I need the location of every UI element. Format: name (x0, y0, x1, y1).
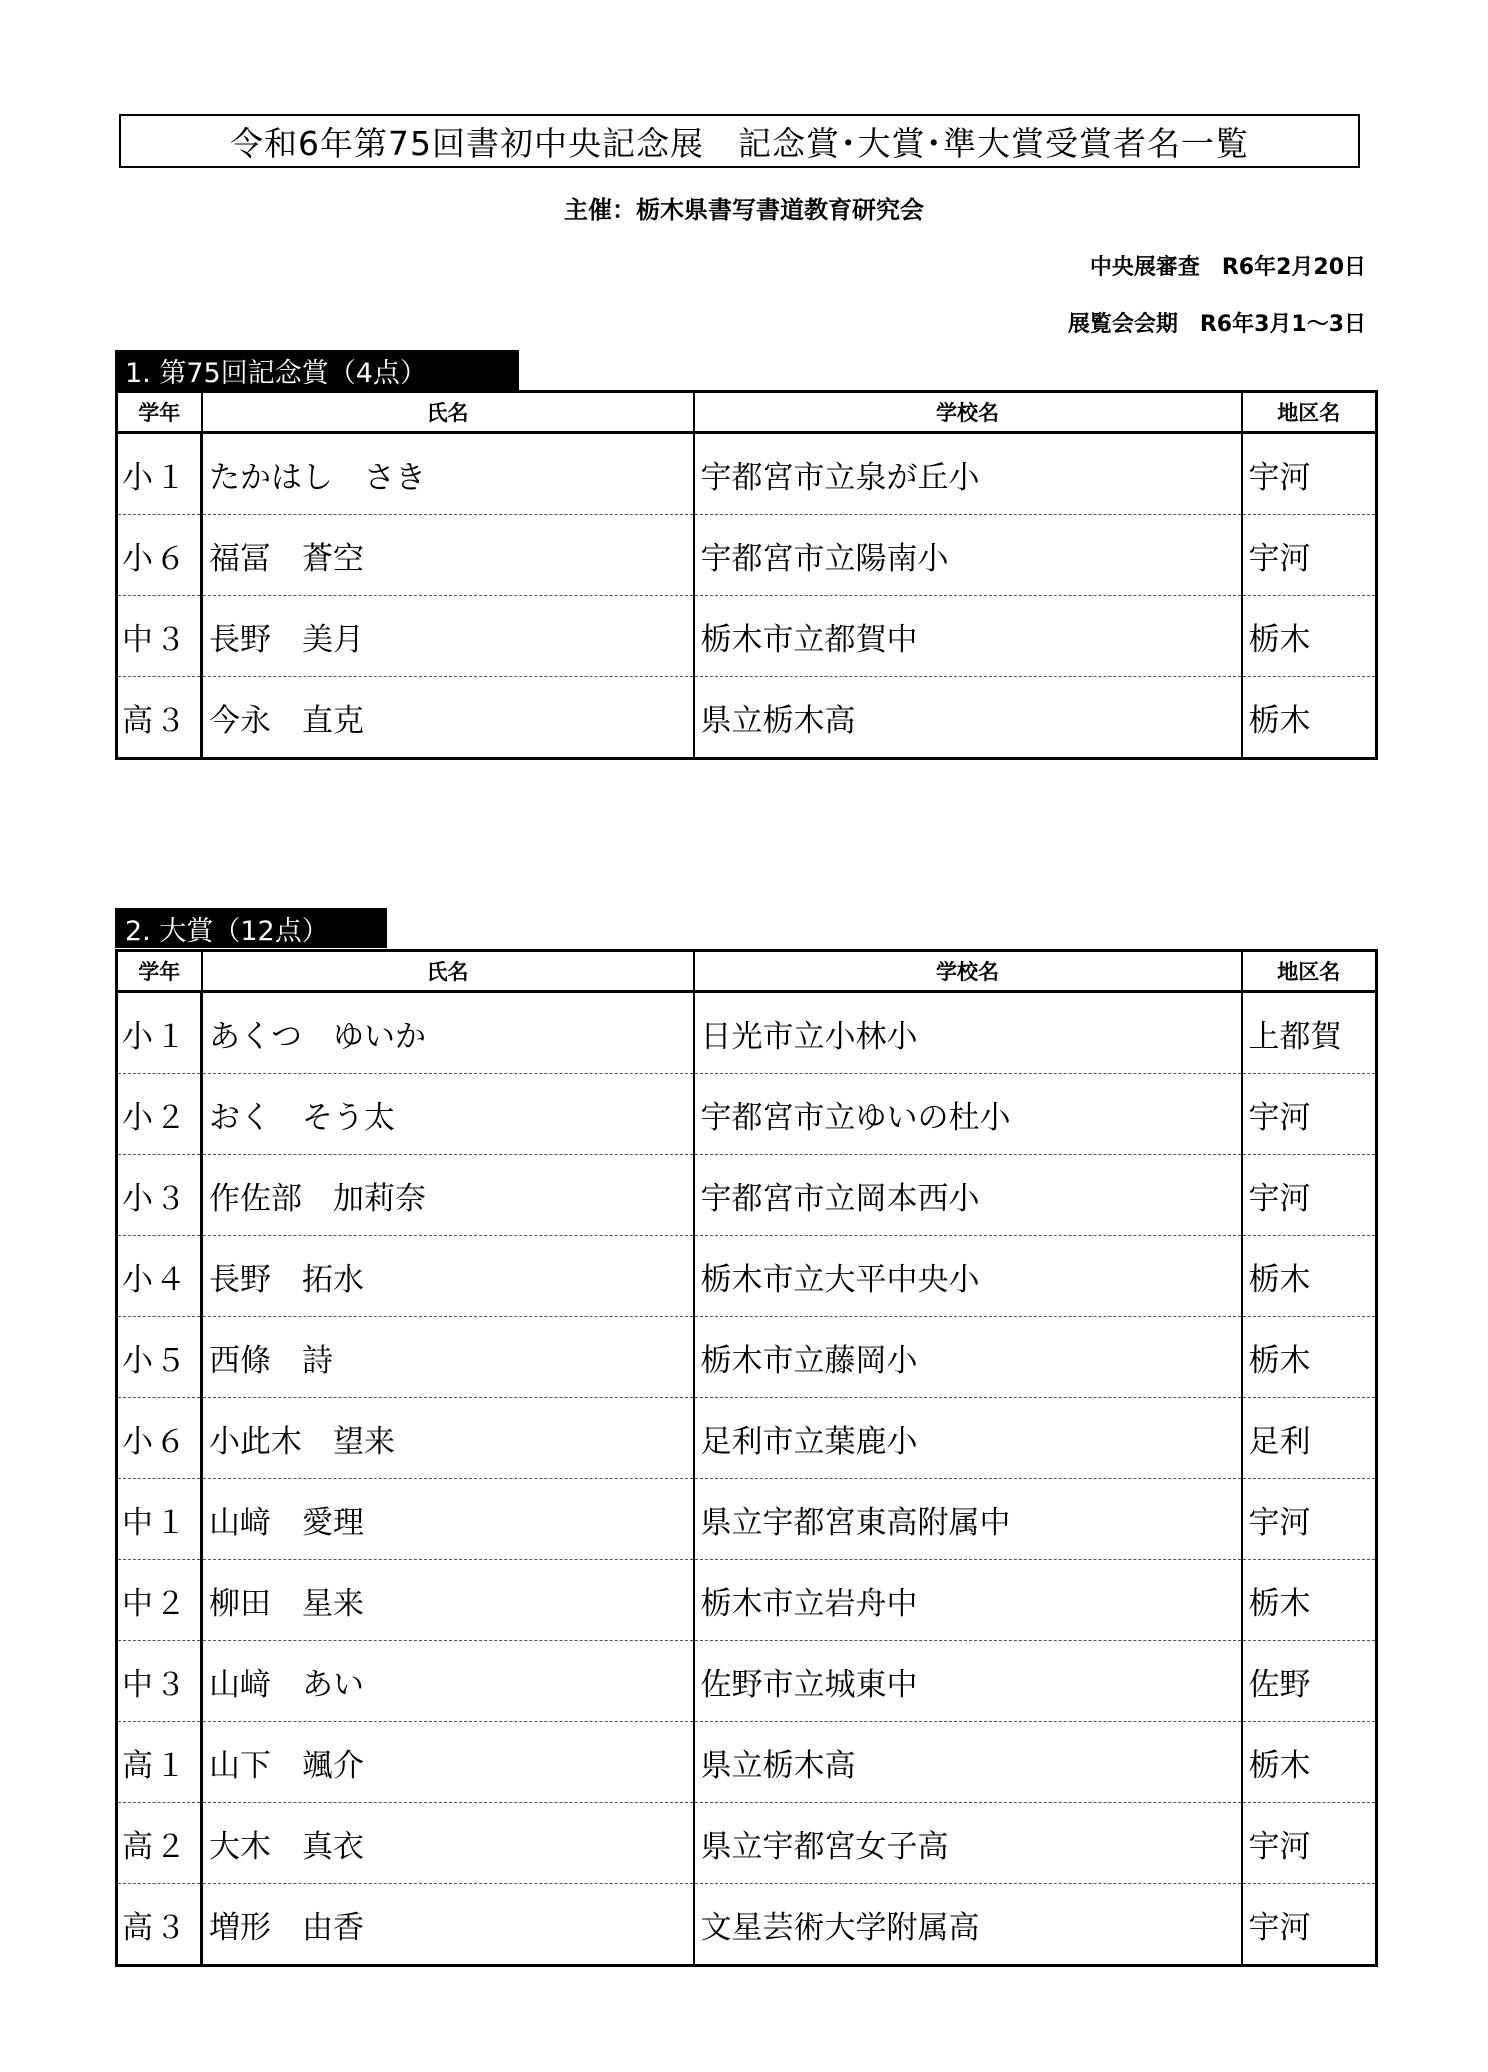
cell-district: 宇河 (1242, 433, 1377, 515)
table-row (117, 1155, 1377, 1236)
exhibition-period: 展覧会会期 R6年3月1～3日 (1067, 312, 1366, 337)
cell-school: 日光市立小林小 (694, 992, 1242, 1074)
table-row (117, 677, 1377, 759)
table-row (117, 1641, 1377, 1722)
cell-name: 増形 由香 (202, 1884, 694, 1966)
column-header-name: 氏名 (202, 951, 694, 992)
cell-school: 県立宇都宮女子高 (694, 1803, 1242, 1884)
cell-name: 山下 颯介 (202, 1722, 694, 1803)
table-row (117, 1074, 1377, 1155)
cell-grade: 小１ (117, 433, 202, 515)
cell-name: 柳田 星来 (202, 1560, 694, 1641)
cell-name: 作佐部 加莉奈 (202, 1155, 694, 1236)
cell-school: 宇都宮市立岡本西小 (694, 1155, 1242, 1236)
table-row (117, 1479, 1377, 1560)
cell-grade: 高３ (117, 677, 202, 759)
cell-district: 宇河 (1242, 1074, 1377, 1155)
cell-district: 宇河 (1242, 1155, 1377, 1236)
table-row (117, 433, 1377, 515)
cell-grade: 小６ (117, 1398, 202, 1479)
cell-district: 栃木 (1242, 1560, 1377, 1641)
cell-school: 県立栃木高 (694, 677, 1242, 759)
section-2-label: 2. 大賞（12点） (115, 908, 387, 948)
review-date: 中央展審査 R6年2月20日 (1089, 255, 1366, 280)
cell-district: 栃木 (1242, 1317, 1377, 1398)
cell-school: 宇都宮市立ゆいの杜小 (694, 1074, 1242, 1155)
cell-school: 佐野市立城東中 (694, 1641, 1242, 1722)
table-row (117, 1398, 1377, 1479)
table-row (117, 992, 1377, 1074)
cell-name: 今永 直克 (202, 677, 694, 759)
organizer-line: 主催：栃木県書写書道教育研究会 (564, 196, 924, 224)
cell-name: 山﨑 あい (202, 1641, 694, 1722)
cell-school: 県立宇都宮東高附属中 (694, 1479, 1242, 1560)
table-row (117, 1317, 1377, 1398)
column-header-grade: 学年 (117, 392, 202, 433)
cell-school: 足利市立葉鹿小 (694, 1398, 1242, 1479)
table-row (117, 1560, 1377, 1641)
cell-school: 栃木市立藤岡小 (694, 1317, 1242, 1398)
cell-district: 宇河 (1242, 1884, 1377, 1966)
cell-name: おく そう太 (202, 1074, 694, 1155)
cell-school: 県立栃木高 (694, 1722, 1242, 1803)
section-1-table (115, 390, 1378, 760)
table-header-row (117, 392, 1377, 433)
cell-district: 栃木 (1242, 1722, 1377, 1803)
table-header-row (117, 951, 1377, 992)
cell-grade: 中２ (117, 1560, 202, 1641)
cell-name: 大木 真衣 (202, 1803, 694, 1884)
cell-name: 福冨 蒼空 (202, 515, 694, 596)
cell-district: 栃木 (1242, 1236, 1377, 1317)
cell-grade: 小１ (117, 992, 202, 1074)
cell-grade: 中３ (117, 596, 202, 677)
cell-school: 栃木市立岩舟中 (694, 1560, 1242, 1641)
cell-grade: 小６ (117, 515, 202, 596)
cell-name: 小此木 望来 (202, 1398, 694, 1479)
table-row (117, 515, 1377, 596)
cell-name: たかはし さき (202, 433, 694, 515)
cell-grade: 中１ (117, 1479, 202, 1560)
cell-name: 西條 詩 (202, 1317, 694, 1398)
cell-school: 栃木市立都賀中 (694, 596, 1242, 677)
cell-grade: 高１ (117, 1722, 202, 1803)
column-header-name: 氏名 (202, 392, 694, 433)
cell-name: あくつ ゆいか (202, 992, 694, 1074)
table-row (117, 1236, 1377, 1317)
cell-district: 宇河 (1242, 1479, 1377, 1560)
cell-district: 佐野 (1242, 1641, 1377, 1722)
column-header-district: 地区名 (1242, 951, 1377, 992)
column-header-school: 学校名 (694, 951, 1242, 992)
cell-grade: 高３ (117, 1884, 202, 1966)
cell-name: 長野 拓水 (202, 1236, 694, 1317)
section-2-table (115, 949, 1378, 1967)
column-header-grade: 学年 (117, 951, 202, 992)
cell-district: 宇河 (1242, 1803, 1377, 1884)
cell-grade: 小３ (117, 1155, 202, 1236)
document-title: 令和6年第75回書初中央記念展 記念賞･大賞･準大賞受賞者名一覧 (119, 114, 1360, 168)
cell-school: 宇都宮市立泉が丘小 (694, 433, 1242, 515)
cell-grade: 小５ (117, 1317, 202, 1398)
cell-district: 栃木 (1242, 677, 1377, 759)
cell-district: 足利 (1242, 1398, 1377, 1479)
cell-district: 栃木 (1242, 596, 1377, 677)
cell-district: 上都賀 (1242, 992, 1377, 1074)
cell-name: 山﨑 愛理 (202, 1479, 694, 1560)
table-row (117, 1803, 1377, 1884)
cell-school: 宇都宮市立陽南小 (694, 515, 1242, 596)
cell-district: 宇河 (1242, 515, 1377, 596)
cell-grade: 小４ (117, 1236, 202, 1317)
cell-school: 文星芸術大学附属高 (694, 1884, 1242, 1966)
cell-school: 栃木市立大平中央小 (694, 1236, 1242, 1317)
cell-grade: 小２ (117, 1074, 202, 1155)
cell-grade: 中３ (117, 1641, 202, 1722)
table-row (117, 1884, 1377, 1966)
column-header-school: 学校名 (694, 392, 1242, 433)
table-row (117, 1722, 1377, 1803)
cell-grade: 高２ (117, 1803, 202, 1884)
cell-name: 長野 美月 (202, 596, 694, 677)
table-row (117, 596, 1377, 677)
section-1-label: 1. 第75回記念賞（4点） (115, 350, 519, 390)
column-header-district: 地区名 (1242, 392, 1377, 433)
